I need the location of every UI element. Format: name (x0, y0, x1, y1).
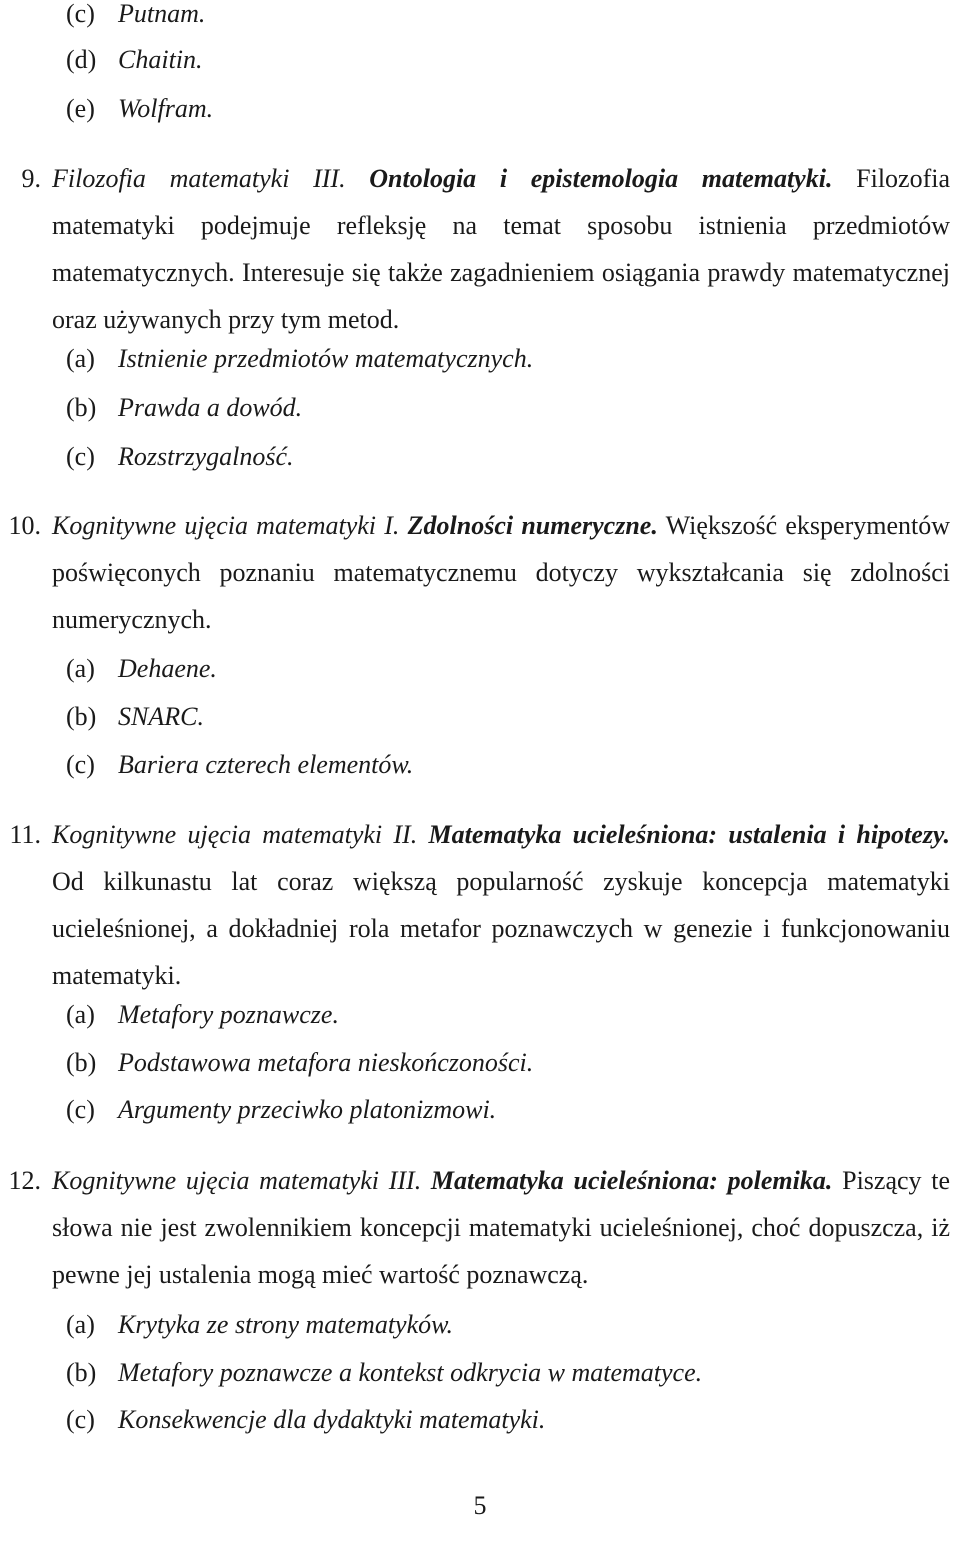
list-item (66, 339, 533, 379)
item-label: (e) (66, 94, 95, 123)
item-text: Metafory poznawcze a kontekst odkrycia w matematyce. (118, 1358, 703, 1387)
section-paragraph (52, 155, 950, 343)
item-text: Chaitin. (118, 45, 203, 74)
item-label: (a) (66, 654, 95, 683)
item-label: (c) (66, 1405, 95, 1434)
section-12 (0, 1157, 960, 1298)
item-label: (b) (66, 702, 97, 731)
section-number: 12. (8, 1166, 41, 1195)
item-text: Putnam. (118, 0, 206, 28)
item-label: (a) (66, 1310, 95, 1339)
item-text: Krytyka ze strony matematyków. (118, 1310, 454, 1339)
list-item (66, 40, 203, 80)
item-text: Konsekwencje dla dydaktyki matematyki. (118, 1405, 546, 1434)
item-text: SNARC. (118, 702, 204, 731)
section-description: Większość eksperymentów poświęconych poznaniu matematycznemu dotyczy wykształcania się zdolności numerycznych. (52, 511, 951, 634)
item-label: (b) (66, 393, 97, 422)
list-item (66, 0, 205, 34)
section-title: Ontologia i epistemologia matematyki (369, 164, 826, 193)
item-text: Podstawowa metafora nieskończoności. (118, 1048, 534, 1077)
item-label: (b) (66, 1048, 97, 1077)
section-title-end: . (825, 164, 833, 193)
section-title-end: . (825, 1166, 833, 1195)
item-text: Rozstrzygalność. (118, 442, 294, 471)
list-item (66, 1090, 496, 1130)
section-title-end: . (651, 511, 658, 540)
item-label: (a) (66, 344, 95, 373)
list-item (66, 1353, 702, 1393)
list-item (66, 1305, 453, 1345)
list-item (66, 1043, 533, 1083)
item-label: (c) (66, 750, 95, 779)
section-description: Od kilkunastu lat coraz większą popularność zyskuje koncepcja matematyki ucieleśnionej, a dokładniej rola metafor poznawczych w genezie i funkcjonowaniu matematyki. (52, 867, 950, 990)
item-text: Istnienie przedmiotów matematycznych. (118, 344, 534, 373)
list-item (66, 89, 213, 129)
section-paragraph (52, 811, 950, 999)
list-item (66, 437, 294, 477)
section-number: 9. (21, 164, 41, 193)
section-title-end: . (943, 820, 951, 849)
list-item (66, 697, 204, 737)
section-topic: Kognitywne ujęcia matematyki II. (52, 820, 418, 849)
list-item (66, 995, 339, 1035)
section-title: Zdolności numeryczne (407, 511, 652, 540)
section-11 (0, 811, 960, 999)
section-title: Matematyka ucieleśniona: polemika (430, 1166, 826, 1195)
list-item (66, 649, 217, 689)
item-text: Prawda a dowód. (118, 393, 303, 422)
item-text: Argumenty przeciwko platonizmowi. (118, 1095, 497, 1124)
item-label: (c) (66, 442, 95, 471)
section-paragraph (52, 502, 950, 643)
list-item (66, 745, 413, 785)
section-title: Matematyka ucieleśniona: ustalenia i hipotezy (428, 820, 944, 849)
list-item (66, 388, 302, 428)
section-number: 10. (8, 511, 41, 540)
section-description: Filozofia matematyki podejmuje refleksję na temat sposobu istnienia przedmiotów matematycznych. Interesuje się także zagadnieniem osiągania prawdy matematycznej oraz używanych przy tym metod. (52, 164, 951, 334)
section-paragraph (52, 1157, 950, 1298)
page-number: 5 (473, 1491, 487, 1520)
section-9 (0, 155, 960, 343)
item-text: Metafory poznawcze. (118, 1000, 339, 1029)
item-text: Dehaene. (118, 654, 217, 683)
list-item (66, 1400, 545, 1440)
item-label: (a) (66, 1000, 95, 1029)
section-description: Piszący te słowa nie jest zwolennikiem koncepcji matematyki ucieleśnionej, choć dopuszcza, iż pewne jej ustalenia mogą mieć wartość poznawczą. (52, 1166, 951, 1289)
section-10 (0, 502, 960, 643)
item-text: Wolfram. (118, 94, 214, 123)
item-text: Bariera czterech elementów. (118, 750, 414, 779)
item-label: (b) (66, 1358, 97, 1387)
item-label: (c) (66, 1095, 95, 1124)
section-topic: Filozofia matematyki III. (52, 164, 346, 193)
section-number: 11. (9, 820, 41, 849)
item-label: (c) (66, 0, 95, 28)
section-topic: Kognitywne ujęcia matematyki I. (52, 511, 400, 540)
section-topic: Kognitywne ujęcia matematyki III. (52, 1166, 422, 1195)
item-label: (d) (66, 45, 97, 74)
